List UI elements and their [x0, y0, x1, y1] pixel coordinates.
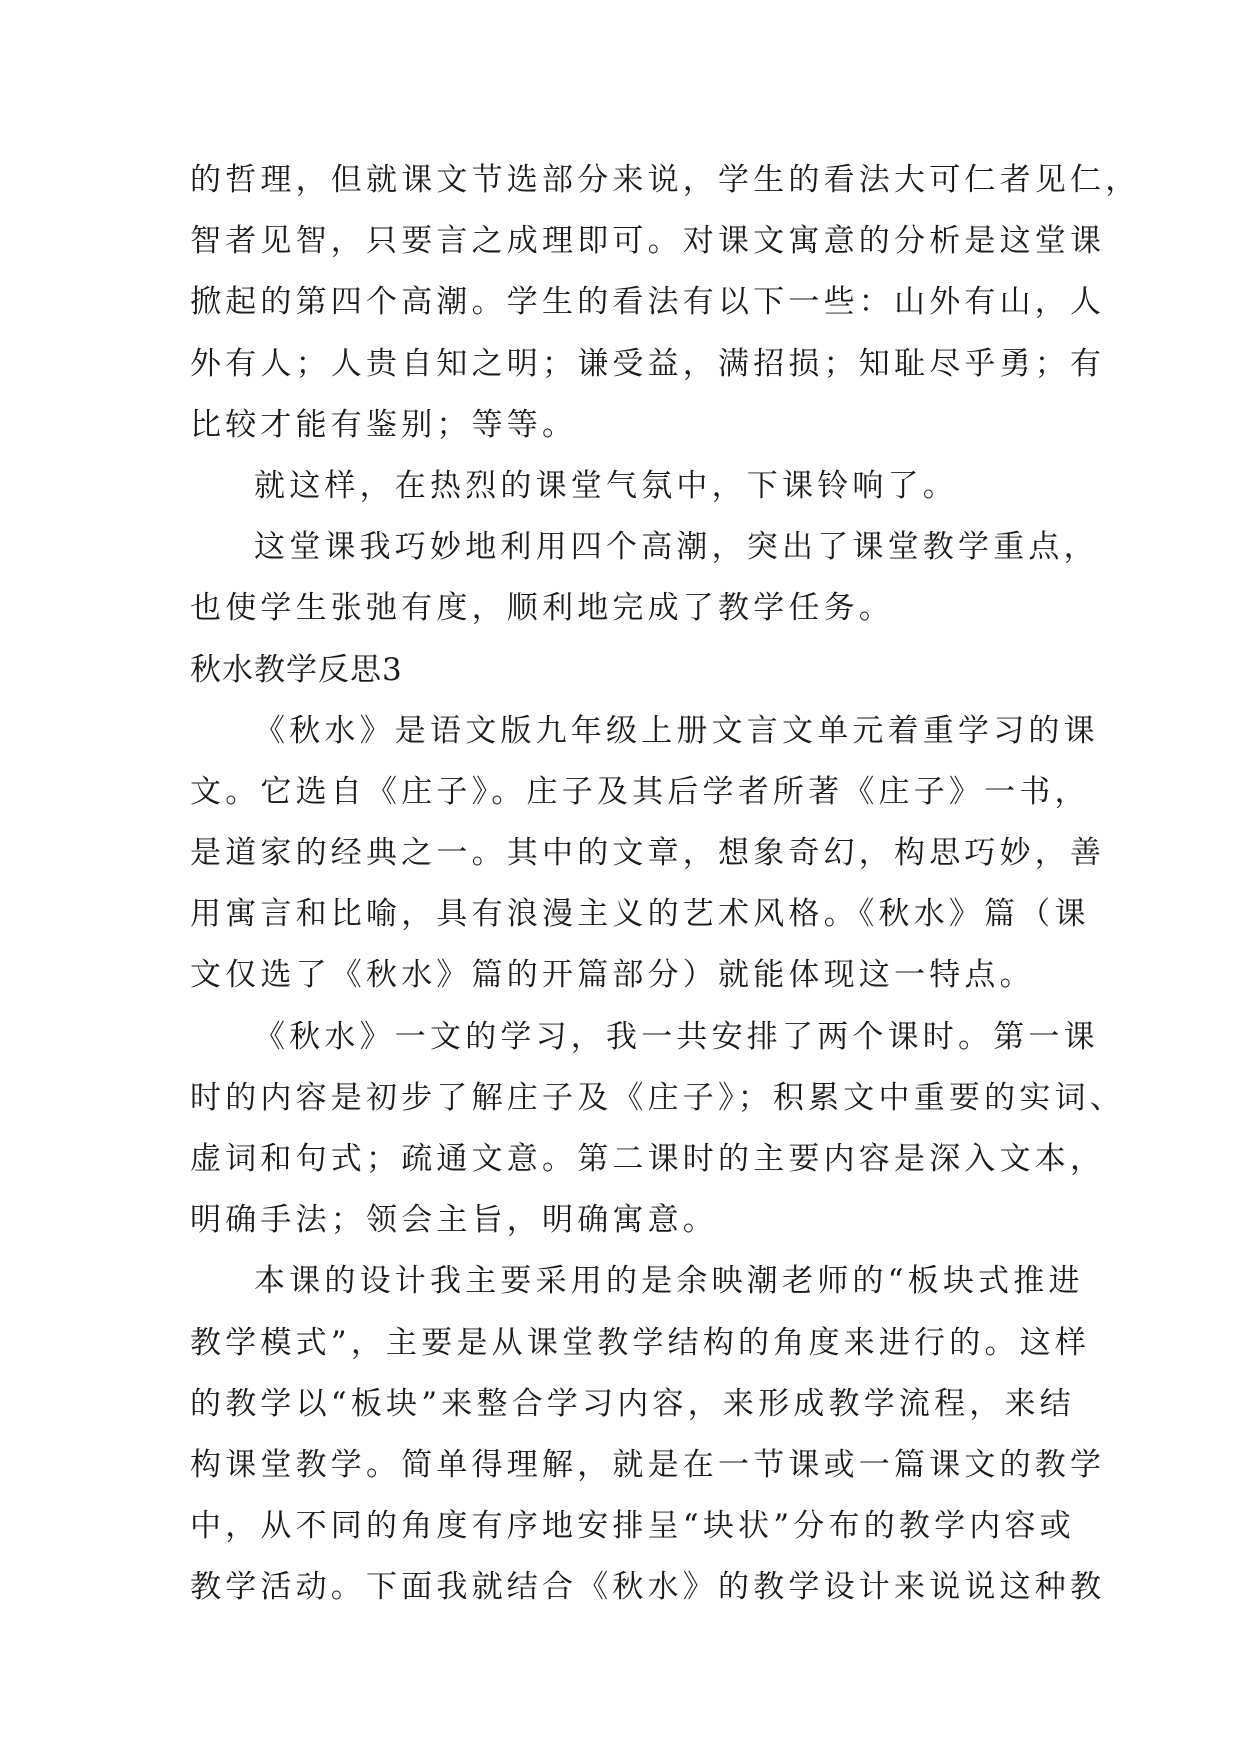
text-line: 比较才能有鉴别；等等。	[190, 406, 578, 443]
text-line: 是道家的经典之一。其中的文章，想象奇幻，构思巧妙，善	[190, 835, 1106, 872]
text-line: 时的内容是初步了解庄子及《庄子》；积累文中重要的实词、	[190, 1079, 1125, 1116]
text-line: 教学活动。下面我就结合《秋水》的教学设计来说说这种教	[190, 1569, 1106, 1606]
text-line: 掀起的第四个高潮。学生的看法有以下一些：山外有山，人	[190, 284, 1106, 321]
text-line: 明确手法；领会主旨，明确寓意。	[190, 1202, 718, 1239]
paragraph-1	[190, 150, 1141, 456]
paragraph-2	[190, 456, 1060, 517]
text-line: 教学模式”，主要是从课堂教学结构的角度来进行的。这样	[190, 1324, 1091, 1361]
text-line: 文仅选了《秋水》篇的开篇部分）就能体现这一特点。	[190, 957, 1035, 994]
section-heading	[190, 640, 1060, 701]
text-line: 智者见智，只要言之成理即可。对课文寓意的分析是这堂课	[190, 223, 1106, 260]
text-line: 外有人；人贵自知之明；谦受益，满招损；知耻尽乎勇；有	[190, 345, 1106, 382]
text-line: 虚词和句式；疏通文意。第二课时的主要内容是深入文本，	[190, 1141, 1106, 1177]
text-line: 这堂课我巧妙地利用四个高潮，突出了课堂教学重点，	[254, 529, 1099, 566]
heading-text: 秋水教学反思3	[190, 651, 403, 688]
document-page	[190, 150, 1141, 1619]
text-line: 文。它选自《庄子》。庄子及其后学者所著《庄子》一书，	[190, 773, 1090, 810]
text-line: 用寓言和比喻，具有浪漫主义的艺术风格。《秋水》篇（课	[190, 896, 1090, 933]
text-line: 也使学生张弛有度，顺利地完成了教学任务。	[190, 590, 894, 627]
paragraph-6	[190, 1251, 1106, 1618]
paragraph-5	[190, 1007, 1125, 1252]
text-line: 中，从不同的角度有序地安排呈“块状”分布的教学内容或	[190, 1508, 1075, 1545]
paragraph-3	[190, 517, 1099, 639]
text-line: 的哲理，但就课文节选部分来说，学生的看法大可仁者见仁，	[190, 162, 1141, 198]
text-line: 就这样，在热烈的课堂气氛中，下课铃响了。	[254, 467, 958, 504]
text-line: 本课的设计我主要采用的是余映潮老师的“板块式推进	[254, 1263, 1084, 1300]
text-line: 构课堂教学。简单得理解，就是在一节课或一篇课文的教学	[190, 1446, 1106, 1483]
paragraph-4	[190, 701, 1106, 1007]
text-line: 《秋水》是语文版九年级上册文言文单元着重学习的课	[254, 712, 1099, 749]
text-line: 《秋水》一文的学习，我一共安排了两个课时。第一课	[254, 1018, 1099, 1055]
text-line: 的教学以“板块”来整合学习内容，来形成教学流程，来结	[190, 1385, 1075, 1422]
